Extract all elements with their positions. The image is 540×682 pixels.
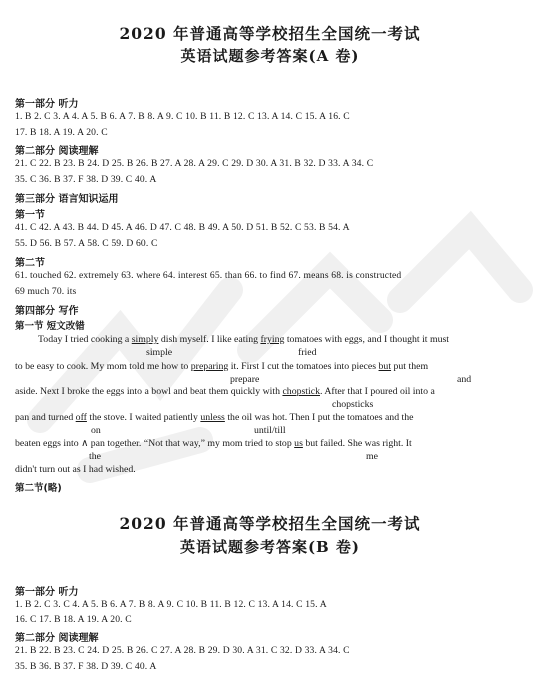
essay-line-2: to be easy to cook. My mom told me how to preparing it. First I cut the tomatoes into pieces but put them: [15, 361, 429, 372]
part2-heading: 第二部分 阅读理解: [15, 146, 99, 157]
part3-answers-row3: 61. touched 62. extremely 63. where 64. interest 65. than 66. to find 67. means 68. is constructed: [15, 270, 402, 281]
b-part1-answers-row2: 16. C 17. B 18. A 19. A 20. C: [15, 614, 132, 625]
correction: the: [89, 451, 101, 462]
part4-section1-heading: 第一节 短文改错: [15, 321, 85, 332]
part1-answers-row2: 17. B 18. A 19. A 20. C: [15, 127, 108, 138]
b-part1-answers-row1: 1. B 2. C 3. C 4. A 5. B 6. A 7. B 8. A 9. C 10. B 11. B 12. C 13. A 14. C 15. A: [15, 599, 327, 610]
essay-line-4: pan and turned off the stove. I waited patiently unless the oil was hot. Then I put the tomatoes and the: [15, 412, 414, 423]
part1-answers-row1: 1. B 2. C 3. A 4. A 5. B 6. A 7. B 8. A 9. C 10. B 11. B 12. C 13. A 14. C 15. A 16. C: [15, 111, 350, 122]
error-word: simply: [131, 334, 159, 345]
error-word: but: [378, 361, 392, 372]
b-part2-heading: 第二部分 阅读理解: [15, 633, 99, 644]
correction: on: [91, 425, 101, 436]
correction: chopsticks: [332, 399, 374, 410]
essay-line-3: aside. Next I broke the eggs into a bowl and beat them quickly with chopstick. After that I poured oil into a: [15, 386, 435, 397]
part3-heading: 第三部分 语言知识运用: [15, 194, 119, 205]
error-word: unless: [200, 412, 225, 423]
error-word: frying: [260, 334, 285, 345]
paper-b-title: 2020 年普通高等学校招生全国统一考试: [119, 514, 421, 533]
correction: me: [366, 451, 378, 462]
part3-answers-row2: 55. D 56. B 57. A 58. C 59. D 60. C: [15, 238, 158, 249]
error-word: preparing: [190, 361, 229, 372]
essay-line-5: beaten eggs into ∧ pan together. “Not that way,” my mom tried to stop us but failed. She was right. It: [15, 438, 412, 449]
part3-section1-heading: 第一节: [15, 210, 45, 221]
correction: fried: [298, 347, 317, 358]
part2-answers-row2: 35. C 36. B 37. F 38. D 39. C 40. A: [15, 174, 157, 185]
correction: until/till: [254, 425, 286, 436]
part4-heading: 第四部分 写作: [15, 306, 79, 317]
b-part2-answers-row1: 21. B 22. B 23. C 24. D 25. B 26. C 27. A 28. B 29. D 30. A 31. C 32. D 33. A 34. C: [15, 645, 350, 656]
part3-answers-row4: 69 much 70. its: [15, 286, 77, 297]
part3-section2-heading: 第二节: [15, 258, 45, 269]
error-word: us: [294, 438, 303, 449]
b-part2-answers-row2: 35. B 36. B 37. F 38. D 39. C 40. A: [15, 661, 157, 672]
paper-a-title: 2020 年普通高等学校招生全国统一考试: [119, 24, 421, 43]
paper-a-subtitle: 英语试题参考答案(A 卷): [180, 47, 360, 65]
error-word: chopstick: [282, 386, 320, 397]
correction: prepare: [230, 374, 260, 385]
essay-line-6: didn't turn out as I had wished.: [15, 464, 136, 475]
part1-heading: 第一部分 听力: [15, 99, 79, 110]
part2-answers-row1: 21. C 22. B 23. B 24. D 25. B 26. B 27. A 28. A 29. C 29. D 30. A 31. B 32. D 33. A 34. C: [15, 158, 374, 169]
insertion-caret: ∧: [81, 438, 89, 449]
part3-answers-row1: 41. C 42. A 43. B 44. D 45. A 46. D 47. C 48. B 49. A 50. D 51. B 52. C 53. B 54. A: [15, 222, 350, 233]
paper-b-subtitle: 英语试题参考答案(B 卷): [179, 538, 361, 556]
essay-line-1: Today I tried cooking a simply dish myself. I like eating frying tomatoes with eggs, and I thought it must: [38, 334, 450, 345]
b-part1-heading: 第一部分 听力: [15, 587, 79, 598]
correction: simple: [146, 347, 173, 358]
correction: and: [457, 374, 472, 385]
error-word: off: [75, 412, 87, 423]
part4-section2-heading: 第二节(略): [15, 483, 62, 494]
